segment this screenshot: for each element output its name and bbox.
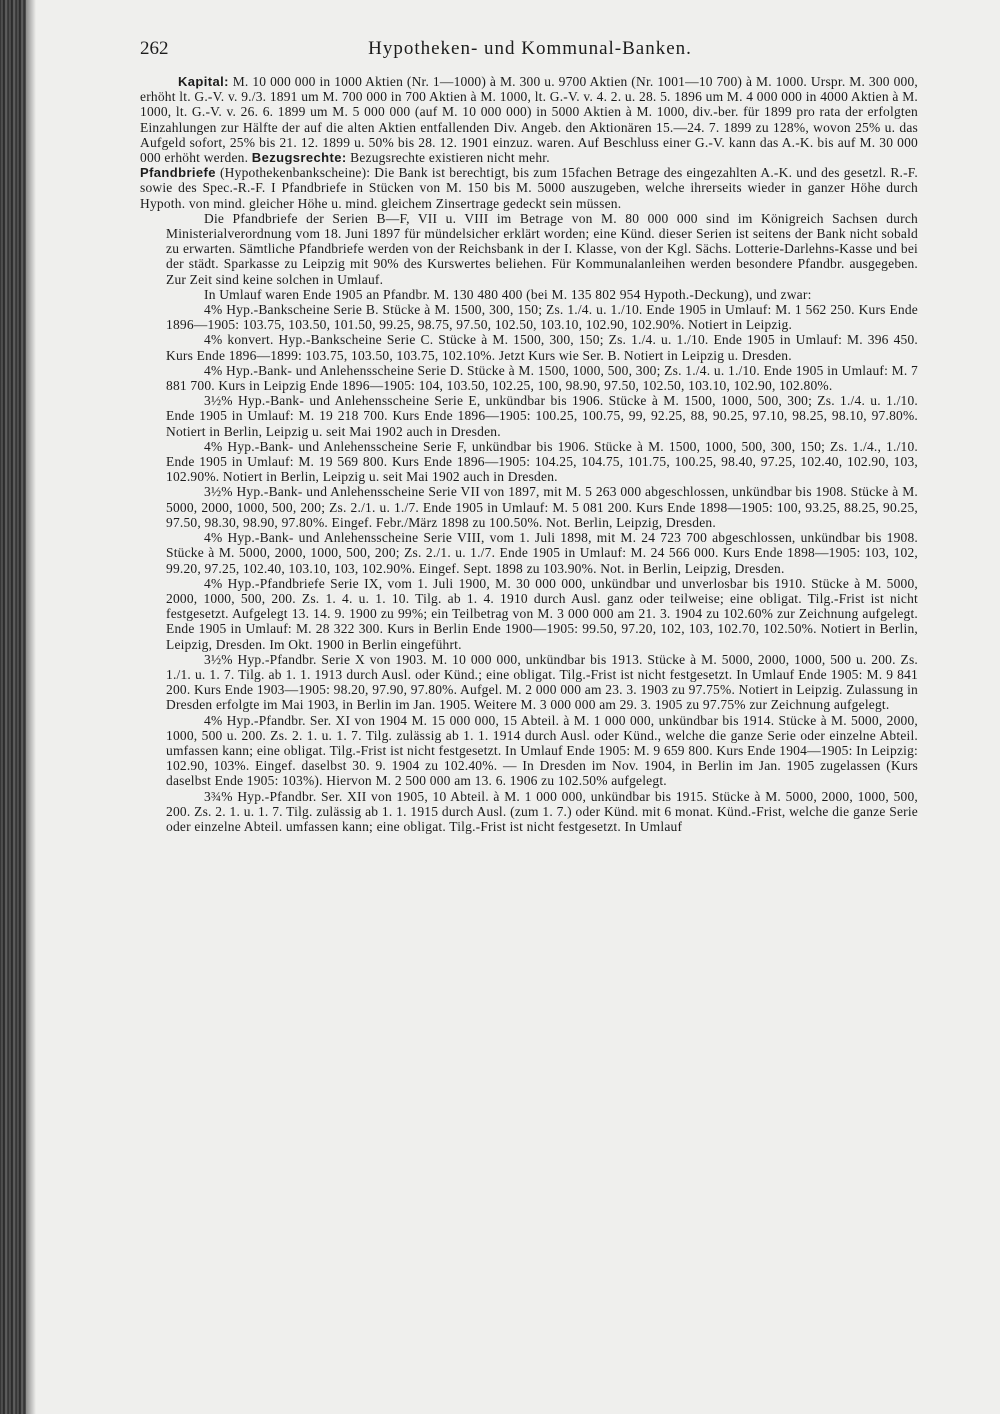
pfandbriefe-label: Pfandbriefe xyxy=(140,165,216,181)
bezugsrechte-text: Bezugsrechte existieren nicht mehr. xyxy=(346,150,550,166)
series-paragraph: 3½% Hyp.-Bank- und Anlehensscheine Serie VII von 1897, mit M. 5 263 000 abgeschlossen, unkündbar bis 1908. Stücke à M. 5000, 2000, 1000, 500, 200; Zs. 2./1. u. 1./7. Ende 1905 in Umlauf: M. 5 081 200. Kurs Ende 1898—1905: 100, 93.25, 88.25, 90.25, 97.50, 98.30, 98.90, 97.80%. Eingef. Febr./März 1898 zu 100.50%. Not. Berlin, Leipzig, Dresden. xyxy=(166,484,918,530)
series-paragraph: 4% konvert. Hyp.-Bankscheine Serie C. Stücke à M. 1500, 300, 150; Zs. 1./4. u. 1./10. Ende 1905 in Umlauf: M. 396 450. Kurs Ende 1896—1899: 103.75, 103.50, 103.75, 102.10%. Jetzt Kurs wie Ser. B. Notiert in Leipzig u. Dresden. xyxy=(166,332,918,363)
series-paragraph: 4% Hyp.-Pfandbriefe Serie IX, vom 1. Juli 1900, M. 30 000 000, unkündbar und unverlosbar bis 1910. Stücke à M. 5000, 2000, 1000, 500, 200. Zs. 1. 4. u. 1. 10. Tilg. ab 1. 4. 1910 durch Ausl. ganz oder teilweise; eine obligat. Tilg.-Frist ist nicht festgesetzt. Aufgelegt 13. 14. 9. 1900 zu 99%; ein Teilbetrag von M. 3 000 000 am 21. 3. 1904 zu 102.60% zur Zeichnung aufgelegt. Ende 1905 in Umlauf: M. 28 322 300. Kurs in Berlin Ende 1900—1905: 99.50, 97.20, 102, 103, 102.70, 102.50%. Notiert in Berlin, Leipzig, Dresden. Im Okt. 1900 in Berlin eingeführt. xyxy=(166,575,918,652)
book-binding-edge xyxy=(0,0,26,1414)
series-paragraph: 3¾% Hyp.-Pfandbr. Ser. XII von 1905, 10 Abteil. à M. 1 000 000, unkündbar bis 1915. Stücke à M. 5000, 2000, 1000, 500, 200. Zs. 2. 1. u. 1. 7. Tilg. zulässig ab 1. 1. 1915 durch Ausl. (zum 1. 7.) oder Künd. mit 6 monat. Künd.-Frist, welche die ganze Serie oder einzelne Abteil. umfassen kann; eine obligat. Tilg.-Frist ist nicht festgesetzt. In Umlauf xyxy=(166,788,918,834)
series-paragraph: 3½% Hyp.-Pfandbr. Serie X von 1903. M. 10 000 000, unkündbar bis 1913. Stücke à M. 5000, 2000, 1000, 500 u. 200. Zs. 1./1. u. 1. 7. Tilg. ab 1. 1. 1913 durch Ausl. oder Künd.; eine obligat. Tilg.-Frist ist nicht festgesetzt. In Umlauf Ende 1905: M. 9 841 200. Kurs Ende 1903—1905: 98.20, 97.90, 97.80%. Aufgel. M. 2 000 000 am 23. 3. 1903 zu 97.75%. Notiert in Leipzig. Zulassung in Dresden erfolgte im Mai 1903, in Berlin im Jan. 1905. Weitere M. 3 000 000 am 29. 3. 1905 zu 97.75% zur Zeichnung aufgelegt. xyxy=(166,651,918,713)
series-paragraph: 4% Hyp.-Bank- und Anlehensscheine Serie D. Stücke à M. 1500, 1000, 500, 300; Zs. 1./4. u. 1./10. Ende 1905 in Umlauf: M. 7 881 700. Kurs in Leipzig Ende 1896—1905: 104, 103.50, 102.25, 100, 98.90, 97.50, 102.50, 103.10, 102.90, 102.80%. xyxy=(166,362,918,394)
series-paragraph: In Umlauf waren Ende 1905 an Pfandbr. M. 130 480 400 (bei M. 135 802 954 Hypoth.-Deckung), und zwar: xyxy=(204,286,812,302)
series-paragraph: 4% Hyp.-Bankscheine Serie B. Stücke à M. 1500, 300, 150; Zs. 1./4. u. 1./10. Ende 1905 in Umlauf: M. 1 562 250. Kurs Ende 1896—1905: 103.75, 103.50, 101.50, 99.25, 98.75, 97.50, 102.50, 103.10, 102.90, 102.90%. Notiert in Leipzig. xyxy=(166,302,918,333)
running-title: Hypotheken- und Kommunal-Banken. xyxy=(368,38,692,59)
kapital-label: Kapital: xyxy=(178,74,229,89)
series-paragraph: 4% Hyp.-Bank- und Anlehensscheine Serie VIII, vom 1. Juli 1898, mit M. 24 723 700 abgeschlossen, unkündbar bis 1908. Stücke à M. 5000, 2000, 1000, 500, 200; Zs. 2./1. u. 1./7. Ende 1905 in Umlauf: M. 24 566 000. Kurs Ende 1898—1905: 103, 102, 99.20, 97.25, 102.40, 103.10, 103, 102.90%. Eingef. Sept. 1898 zu 103.90%. Not. in Berlin, Leipzig, Dresden. xyxy=(166,530,918,576)
kapital-paragraph xyxy=(140,74,918,165)
pfandbriefe-paragraph xyxy=(140,165,918,211)
kapital-text: M. 10 000 000 in 1000 Aktien (Nr. 1—1000) à M. 300 u. 9700 Aktien (Nr. 1001—10 700) à M. 1000. Urspr. M. 300 000, erhöht lt. G.-V. v. 9./3. 1891 um M. 700 000 in 700 Aktien à M. 1000, lt. G.-V. v. 4. 2. u. 28. 5. 1896 um M. 4 000 000 in 4000 Aktien à M. 1000, lt. G.-V. v. 26. 6. 1899 um M. 5 000 000 (auf M. 10 000 000) in 5000 Aktien à M. 1000, div.-ber. für 1899 pro rata der erfolgten Einzahlungen zur Hälfte der auf die alten Aktien entfallenden Div. Angeb. den Aktionären 15.—24. 7. 1899 zu 128%, wovon 25% u. das Aufgeld sofort, 25% bis 21. 12. 1899 u. 50% bis 28. 12. 1901 einzuz. waren. Auf Beschluss einer G.-V. kann das A.-K. bis auf M. 30 000 000 erhöht werden. xyxy=(140,74,918,166)
series-paragraph: 4% Hyp.-Bank- und Anlehensscheine Serie F, unkündbar bis 1906. Stücke à M. 1500, 1000, 500, 300, 150; Zs. 1./4., 1./10. Ende 1905 in Umlauf: M. 19 569 800. Kurs Ende 1896—1905: 104.25, 104.75, 101.75, 100.25, 98.40, 97.25, 102.40, 102.90, 103, 102.90%. Notiert in Berlin, Leipzig u. seit Mai 1902 auch in Dresden. xyxy=(166,438,918,485)
pfandbriefe-text: (Hypothekenbankscheine): Die Bank ist berechtigt, bis zum 15fachen Betrage des eingezahlten A.-K. und des gesetzl. R.-F. sowie des Spec.-R.-F. I Pfandbriefe in Stücken von M. 150 bis M. 5000 auszugeben, welche ihrerseits wieder in ganzer Höhe durch Hypoth. von mind. gleicher Höhe u. mind. gleichem Zinsertrage gedeckt sein müssen. xyxy=(140,165,918,211)
series-paragraph: Die Pfandbriefe der Serien B—F, VII u. VIII im Betrage von M. 80 000 000 sind im Königreich Sachsen durch Ministerialverordnung vom 18. Juni 1897 für mündelsicher erklärt worden; eine Künd. dieser Serien ist seitens der Bank nicht sobald zu erwarten. Sämtliche Pfandbriefe werden von der Reichsbank in der I. Klasse, von der Kgl. Sächs. Lotterie-Darlehns-Kasse und bei der städt. Sparkasse zu Leipzig mit 90% des Kurswertes beliehen. Für Kommunalanleihen werden besondere Pfandbr. ausgegeben. Zur Zeit sind keine solchen in Umlauf. xyxy=(166,210,918,287)
page-number: 262 xyxy=(140,38,169,59)
page-header xyxy=(140,38,920,64)
document-body xyxy=(140,74,918,834)
series-paragraph: 4% Hyp.-Pfandbr. Ser. XI von 1904 M. 15 000 000, 15 Abteil. à M. 1 000 000, unkündbar bis 1914. Stücke à M. 5000, 2000, 1000, 500 u. 200. Zs. 2. 1. u. 1. 7. Tilg. zulässig ab 1. 1. 1914 durch Ausl. oder Künd., welche die ganze Serie oder einzelne Abteil. umfassen kann; eine obligat. Tilg.-Frist ist nicht festgesetzt. In Umlauf Ende 1905: M. 9 659 800. Kurs Ende 1904—1905: In Leipzig: 102.90, 103%. Eingef. daselbst 30. 9. 1904 zu 102.40%. — In Dresden im Nov. 1904, in Berlin im Jan. 1905 zugelassen (Kurs daselbst Ende 1905: 103%). Hiervon M. 2 500 000 am 13. 6. 1906 zu 102.50% aufgelegt. xyxy=(166,712,918,789)
bezugsrechte-label: Bezugsrechte: xyxy=(251,150,347,166)
series-paragraph: 3½% Hyp.-Bank- und Anlehensscheine Serie E, unkündbar bis 1906. Stücke à M. 1500, 1000, 500, 300; Zs. 1./4. u. 1./10. Ende 1905 in Umlauf: M. 19 218 700. Kurs Ende 1896—1905: 100.25, 100.75, 99, 92.25, 88, 90.25, 97.10, 98.25, 98.10, 97.80%. Notiert in Berlin, Leipzig u. seit Mai 1902 auch in Dresden. xyxy=(166,393,918,439)
